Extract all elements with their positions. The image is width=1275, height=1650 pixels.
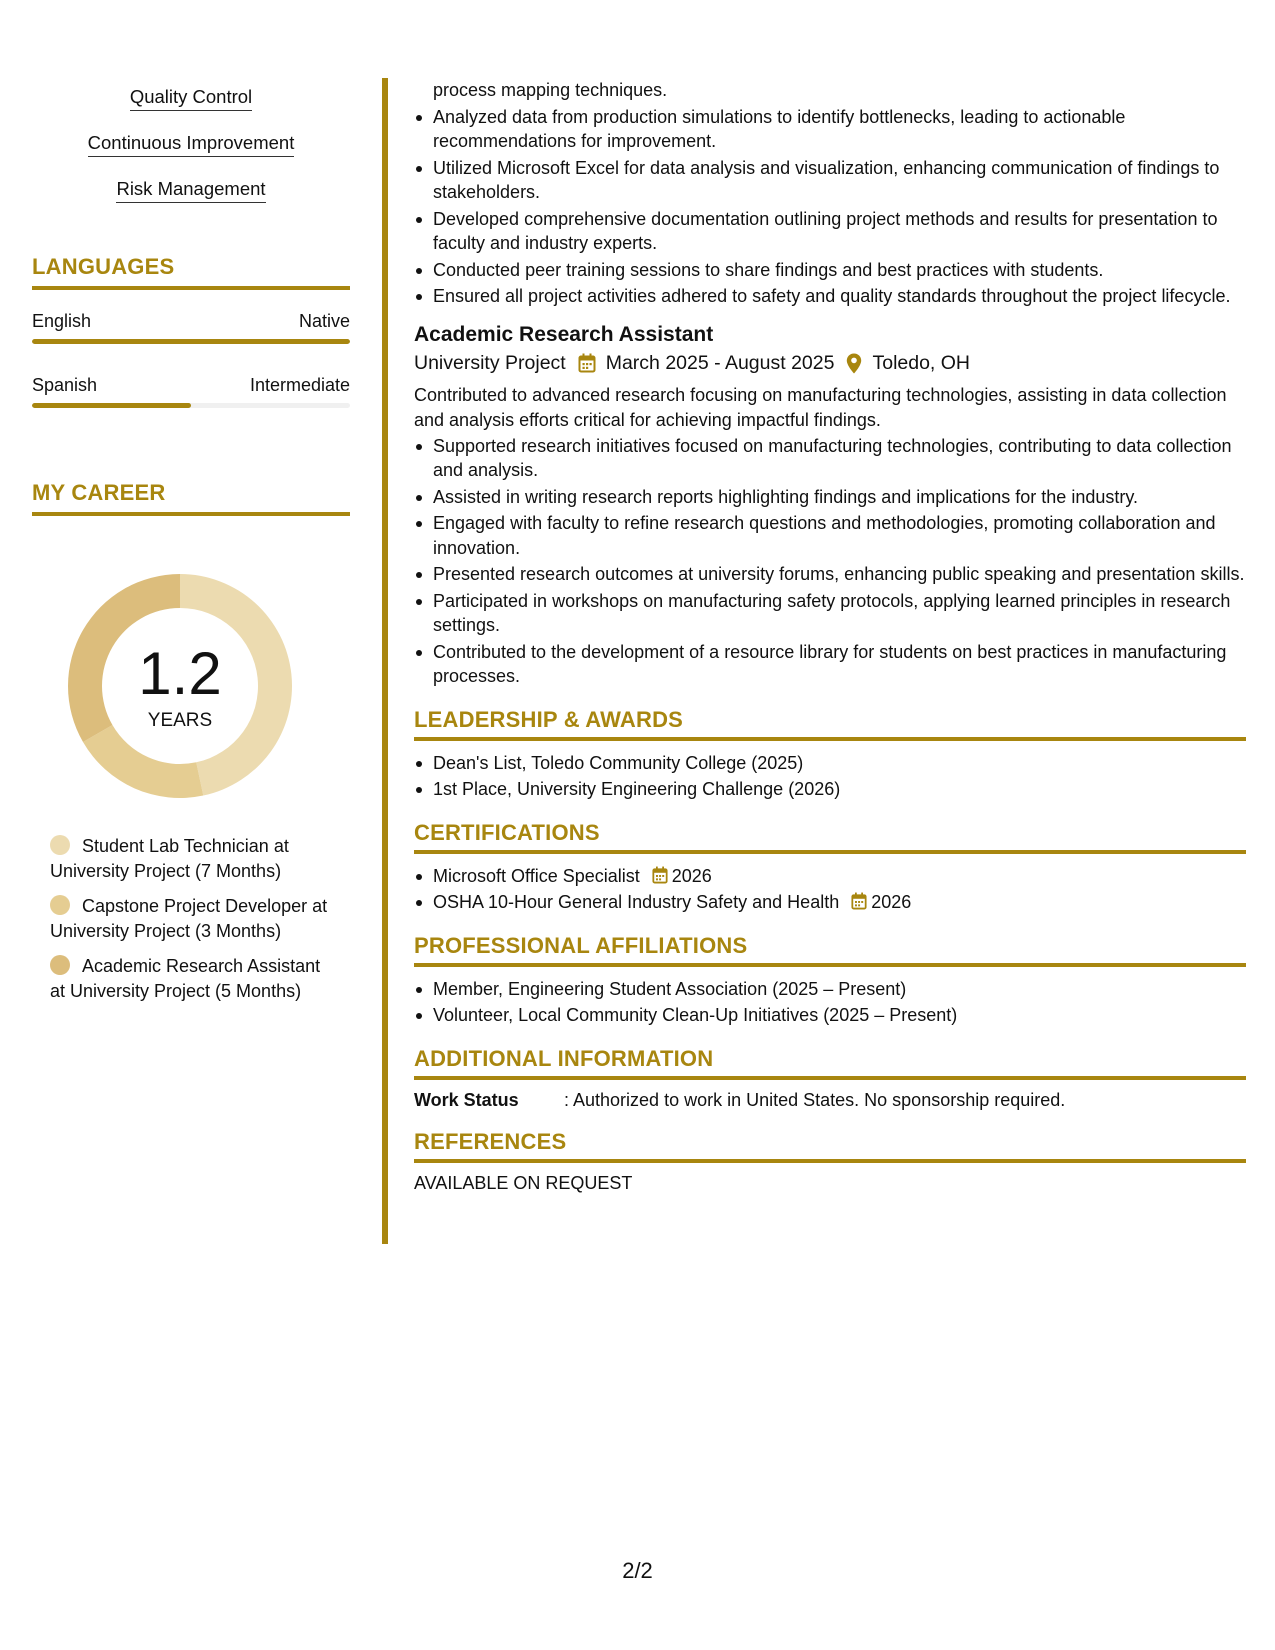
job-description: Contributed to advanced research focusing on manufacturing technologies, assisting in data collection and analysis efforts critical for achieving impactful findings. (414, 384, 1227, 430)
bullet-item: Engaged with faculty to refine research questions and methodologies, promoting collaboration and innovation. (433, 511, 1246, 560)
certification-item (433, 890, 1246, 915)
language-level: Intermediate (249, 375, 350, 395)
legend-dot (50, 895, 70, 915)
bullet-item: Contributed to the development of a resource library for students on best practices in manufacturing processes. (433, 640, 1246, 689)
legend-item (50, 894, 340, 944)
affiliation-item: Member, Engineering Student Association (2025 – Present) (433, 977, 1246, 1002)
location-pin-icon (846, 353, 862, 374)
language-bar (32, 403, 350, 408)
bullet-item: Assisted in writing research reports highlighting findings and implications for the industry. (433, 485, 1246, 510)
skill-item: Continuous Improvement (88, 132, 295, 157)
certifications-section (414, 820, 1246, 915)
bullet-item: Analyzed data from production simulations to identify bottlenecks, leading to actionable recommendations for improvement. (433, 105, 1246, 154)
career-section (32, 480, 350, 516)
career-total: 1.2 (138, 640, 222, 707)
career-unit: YEARS (147, 710, 213, 731)
career-donut-chart (68, 574, 292, 798)
section-rule (32, 286, 350, 290)
references-section (414, 1129, 1246, 1194)
leadership-title: LEADERSHIP & AWARDS (414, 706, 684, 732)
certification-item (433, 864, 1246, 889)
legend-item (50, 834, 340, 884)
certification-name: OSHA 10-Hour General Industry Safety and Health (433, 892, 840, 912)
calendar-icon (851, 892, 867, 910)
section-rule (414, 963, 1246, 967)
references-text: AVAILABLE ON REQUEST (414, 1172, 633, 1193)
column-divider (382, 78, 388, 1244)
section-rule (414, 850, 1246, 854)
language-bar (32, 339, 350, 344)
job-bullets (414, 434, 1246, 689)
affiliations-section (414, 933, 1246, 1028)
calendar-icon (578, 353, 596, 373)
legend-label: Capstone Project Developer at University Project (3 Months) (50, 896, 328, 941)
language-entry (32, 375, 350, 408)
job-title: Academic Research Assistant (414, 322, 714, 346)
section-rule (414, 1076, 1246, 1080)
bullet-item: Conducted peer training sessions to share findings and best practices with students. (433, 258, 1246, 283)
right-column (414, 78, 1246, 1194)
award-item: 1st Place, University Engineering Challenge (2026) (433, 777, 1246, 802)
leadership-section (414, 707, 1246, 802)
legend-label: Student Lab Technician at University Project (7 Months) (50, 836, 289, 881)
skill-item: Quality Control (130, 86, 252, 111)
section-rule (414, 737, 1246, 741)
languages-title: LANGUAGES (32, 254, 175, 279)
affiliation-item: Volunteer, Local Community Clean-Up Initiatives (2025 – Present) (433, 1003, 1246, 1028)
job-dates: March 2025 - August 2025 (605, 351, 835, 374)
job-location: Toledo, OH (872, 351, 971, 374)
job-meta (414, 352, 1246, 375)
calendar-icon (652, 866, 668, 884)
bullet-item: Ensured all project activities adhered to safety and quality standards throughout the project lifecycle. (433, 284, 1246, 309)
languages-section (32, 254, 350, 408)
language-name: Spanish (32, 375, 98, 395)
additional-info-section (414, 1046, 1246, 1111)
skills-list (32, 82, 350, 220)
work-status-label: Work Status (414, 1089, 519, 1110)
left-column (32, 82, 350, 1001)
bullet-item: Presented research outcomes at university forums, enhancing public speaking and presentation skills. (433, 562, 1246, 587)
certification-year: 2026 (871, 892, 912, 912)
bullet-item: Supported research initiatives focused on manufacturing technologies, contributing to data collection and analysis. (433, 434, 1246, 483)
award-item: Dean's List, Toledo Community College (2025) (433, 751, 1246, 776)
additional-info-title: ADDITIONAL INFORMATION (414, 1045, 714, 1071)
certification-name: Microsoft Office Specialist (433, 865, 640, 886)
legend-dot (50, 835, 70, 855)
bullet-item: Participated in workshops on manufacturing safety protocols, applying learned principles in research settings. (433, 589, 1246, 638)
skill-item: Risk Management (116, 178, 265, 203)
legend-label: Academic Research Assistant at University Project (5 Months) (50, 956, 321, 1001)
certification-year: 2026 (671, 865, 712, 886)
language-name: English (32, 311, 92, 331)
bullet-item: process mapping techniques. (433, 80, 668, 100)
bullet-item: Developed comprehensive documentation outlining project methods and results for presentation to faculty and industry experts. (433, 207, 1246, 256)
career-legend (50, 834, 340, 1014)
legend-dot (50, 955, 70, 975)
section-rule (414, 1159, 1246, 1163)
certifications-title: CERTIFICATIONS (414, 819, 600, 845)
page-number: 2/2 (622, 1558, 653, 1583)
legend-item (50, 954, 340, 1004)
affiliations-title: PROFESSIONAL AFFILIATIONS (414, 932, 748, 958)
section-rule (32, 512, 350, 516)
work-status-value: : Authorized to work in United States. No sponsorship required. (564, 1089, 1066, 1110)
job-company: University Project (414, 351, 566, 374)
work-status-row (414, 1090, 1246, 1111)
language-bar-fill (32, 339, 350, 344)
language-entry (32, 311, 350, 344)
language-bar-fill (32, 403, 191, 408)
references-title: REFERENCES (414, 1128, 567, 1154)
previous-job-bullets (414, 78, 1246, 309)
bullet-item: Utilized Microsoft Excel for data analysis and visualization, enhancing communication of findings to stakeholders. (433, 156, 1246, 205)
language-level: Native (298, 311, 350, 331)
career-title: MY CAREER (32, 480, 166, 505)
